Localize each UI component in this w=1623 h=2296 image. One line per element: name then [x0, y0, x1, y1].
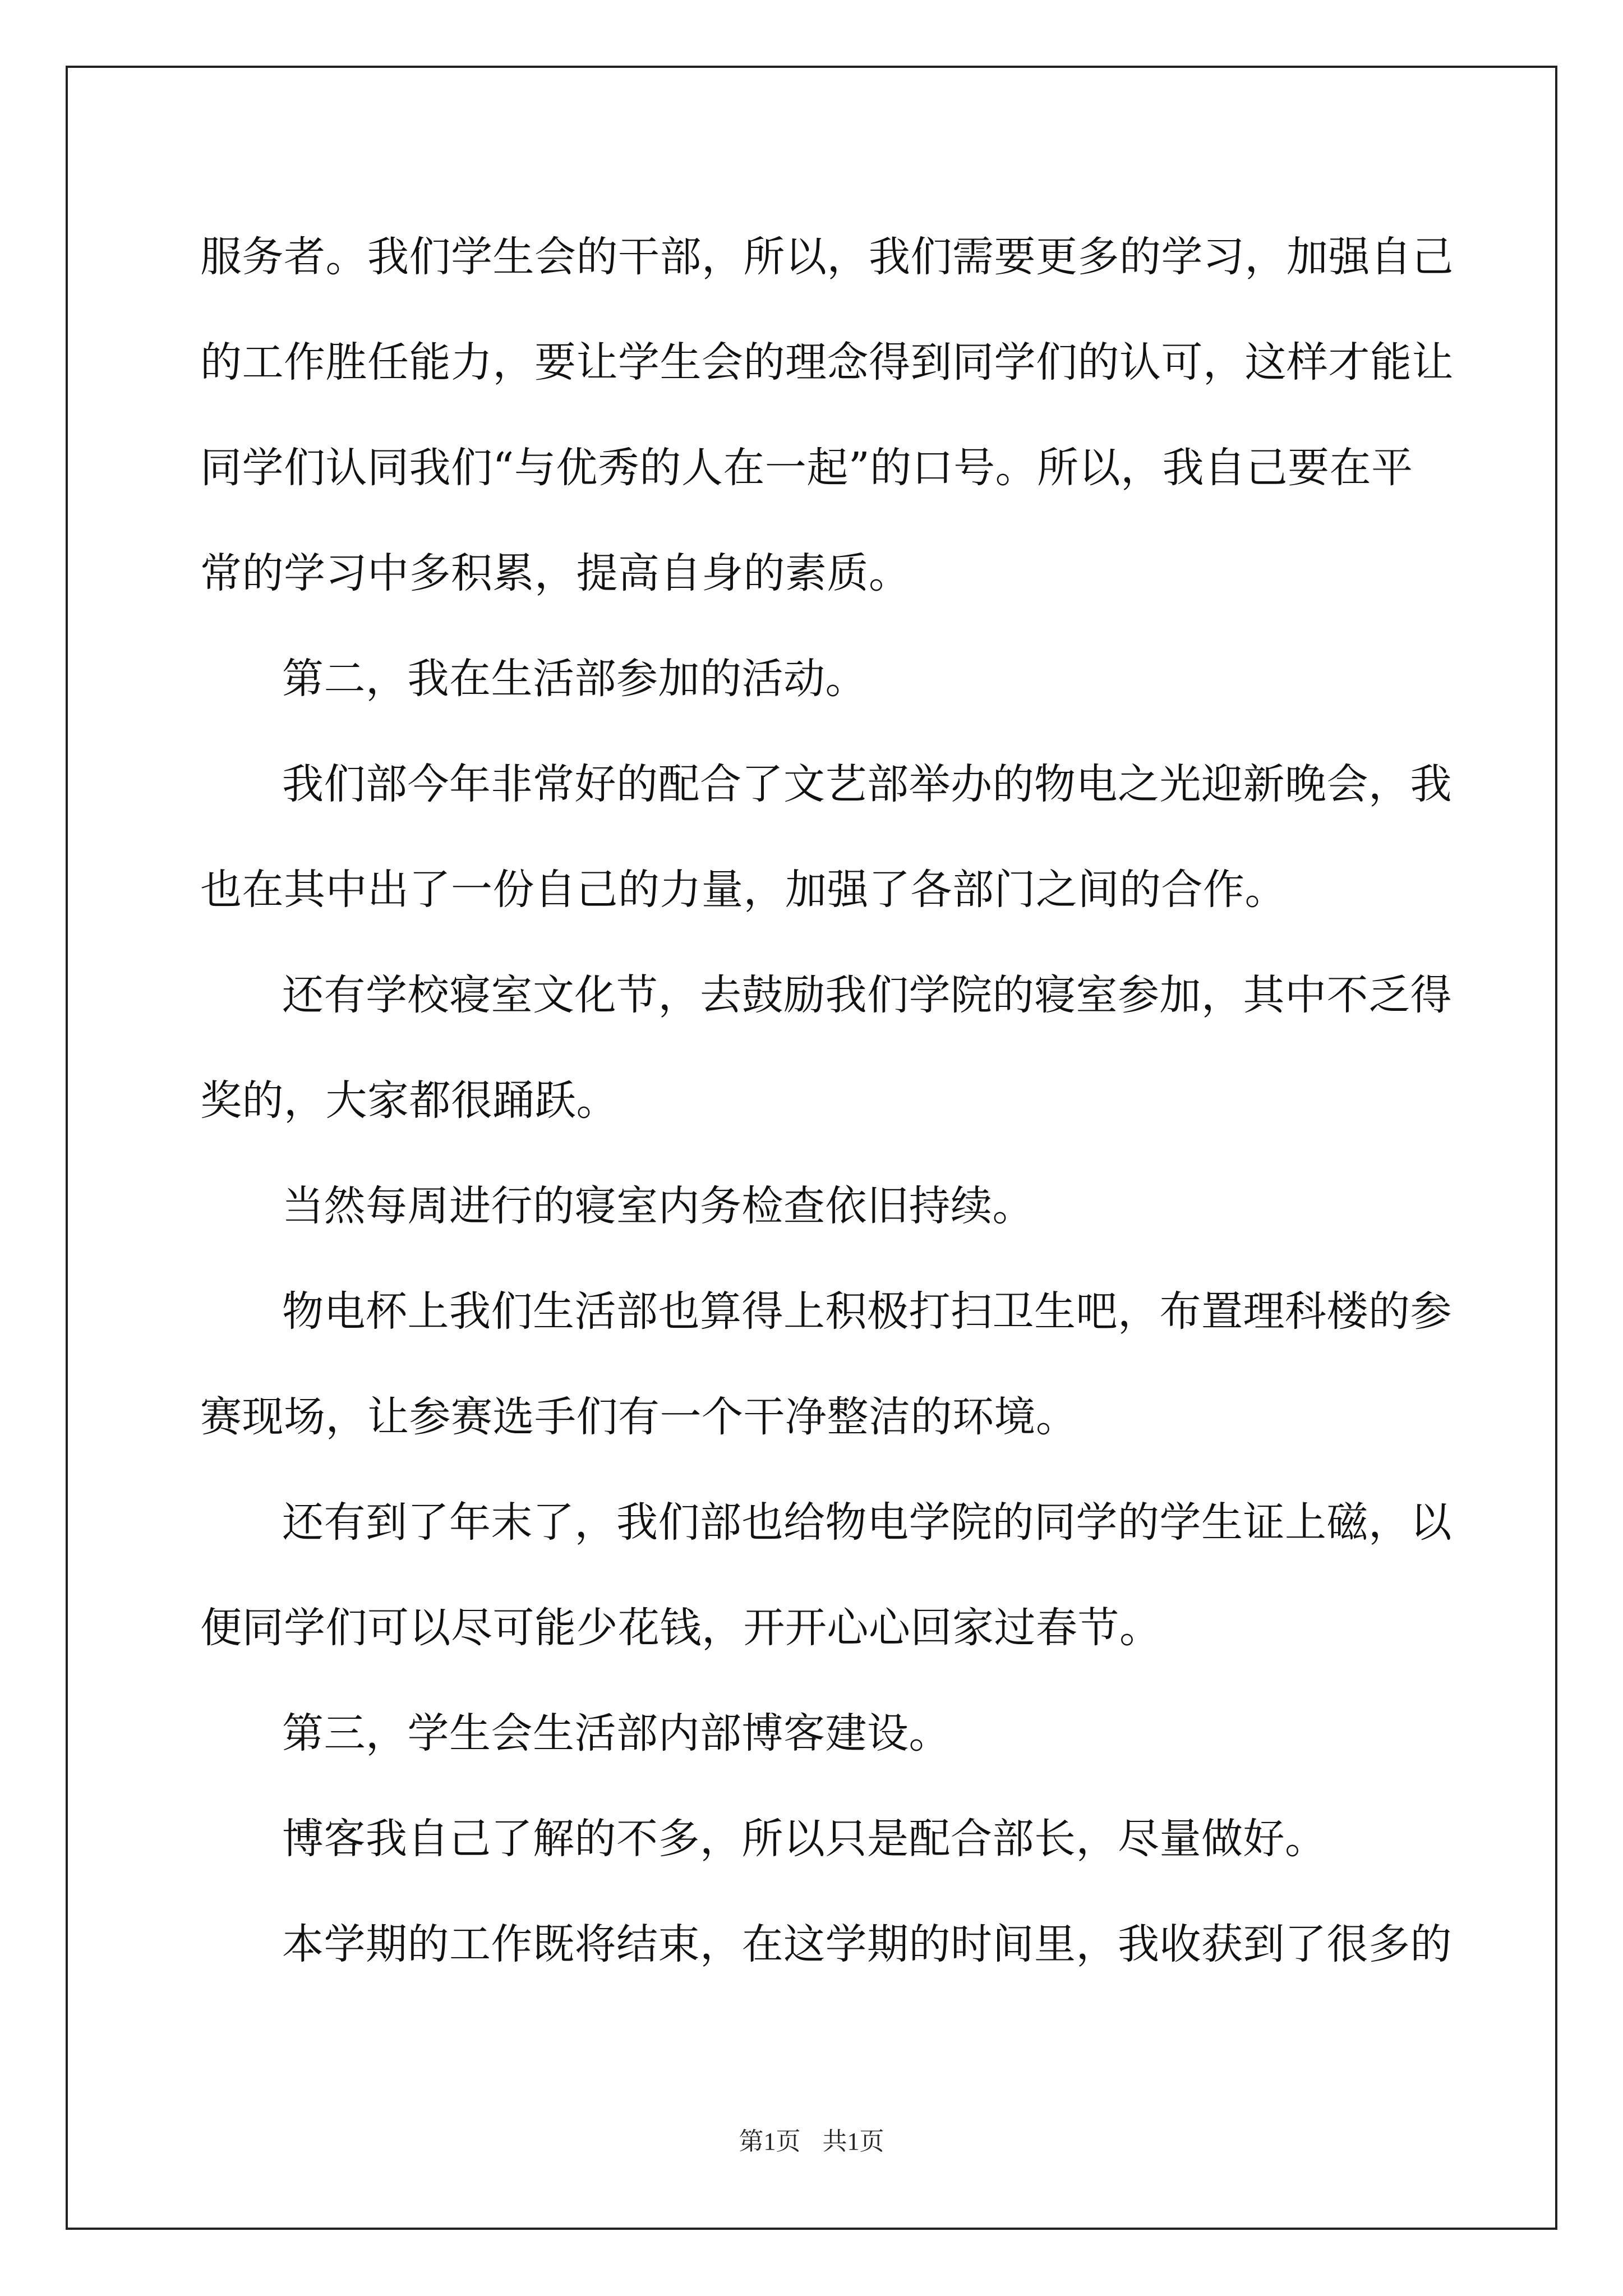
text-line: 常的学习中多积累，提高自身的素质。	[200, 549, 911, 597]
text-line: 还有学校寝室文化节，去鼓励我们学院的寝室参加，其中不乏得	[282, 971, 1452, 1019]
page-number: 第1页	[739, 2128, 801, 2155]
text-line: 也在其中出了一份自己的力量，加强了各部门之间的合作。	[200, 866, 1287, 914]
text-line: 第三，学生会生活部内部博客建设。	[282, 1709, 951, 1757]
text-line: 奖的，大家都很踊跃。	[200, 1076, 618, 1125]
text-line: 还有到了年末了，我们部也给物电学院的同学的学生证上磁，以	[282, 1498, 1452, 1547]
page-footer	[0, 2125, 1623, 2159]
text-line: 便同学们可以尽可能少花钱，开开心心回家过春节。	[200, 1604, 1161, 1652]
text-line: 的工作胜任能力，要让学生会的理念得到同学们的认可，这样才能让	[200, 338, 1454, 386]
page-total: 共1页	[822, 2128, 884, 2155]
text-line: 赛现场，让参赛选手们有一个干净整洁的环境。	[200, 1393, 1078, 1441]
text-line: 本学期的工作既将结束，在这学期的时间里，我收获到了很多的	[282, 1920, 1452, 1968]
text-line: 当然每周进行的寝室内务检查依旧持续。	[282, 1182, 1034, 1230]
text-line: 第二，我在生活部参加的活动。	[282, 655, 867, 703]
text-line: 服务者。我们学生会的干部，所以，我们需要更多的学习，加强自己	[200, 233, 1454, 281]
text-line: 我们部今年非常好的配合了文艺部举办的物电之光迎新晚会，我	[282, 760, 1452, 808]
text-line: 同学们认同我们“与优秀的人在一起”的口号。所以，我自己要在平	[200, 444, 1413, 492]
text-line: 物电杯上我们生活部也算得上积极打扫卫生吧，布置理科楼的参	[282, 1287, 1452, 1336]
text-line: 博客我自己了解的不多，所以只是配合部长，尽量做好。	[282, 1815, 1327, 1863]
